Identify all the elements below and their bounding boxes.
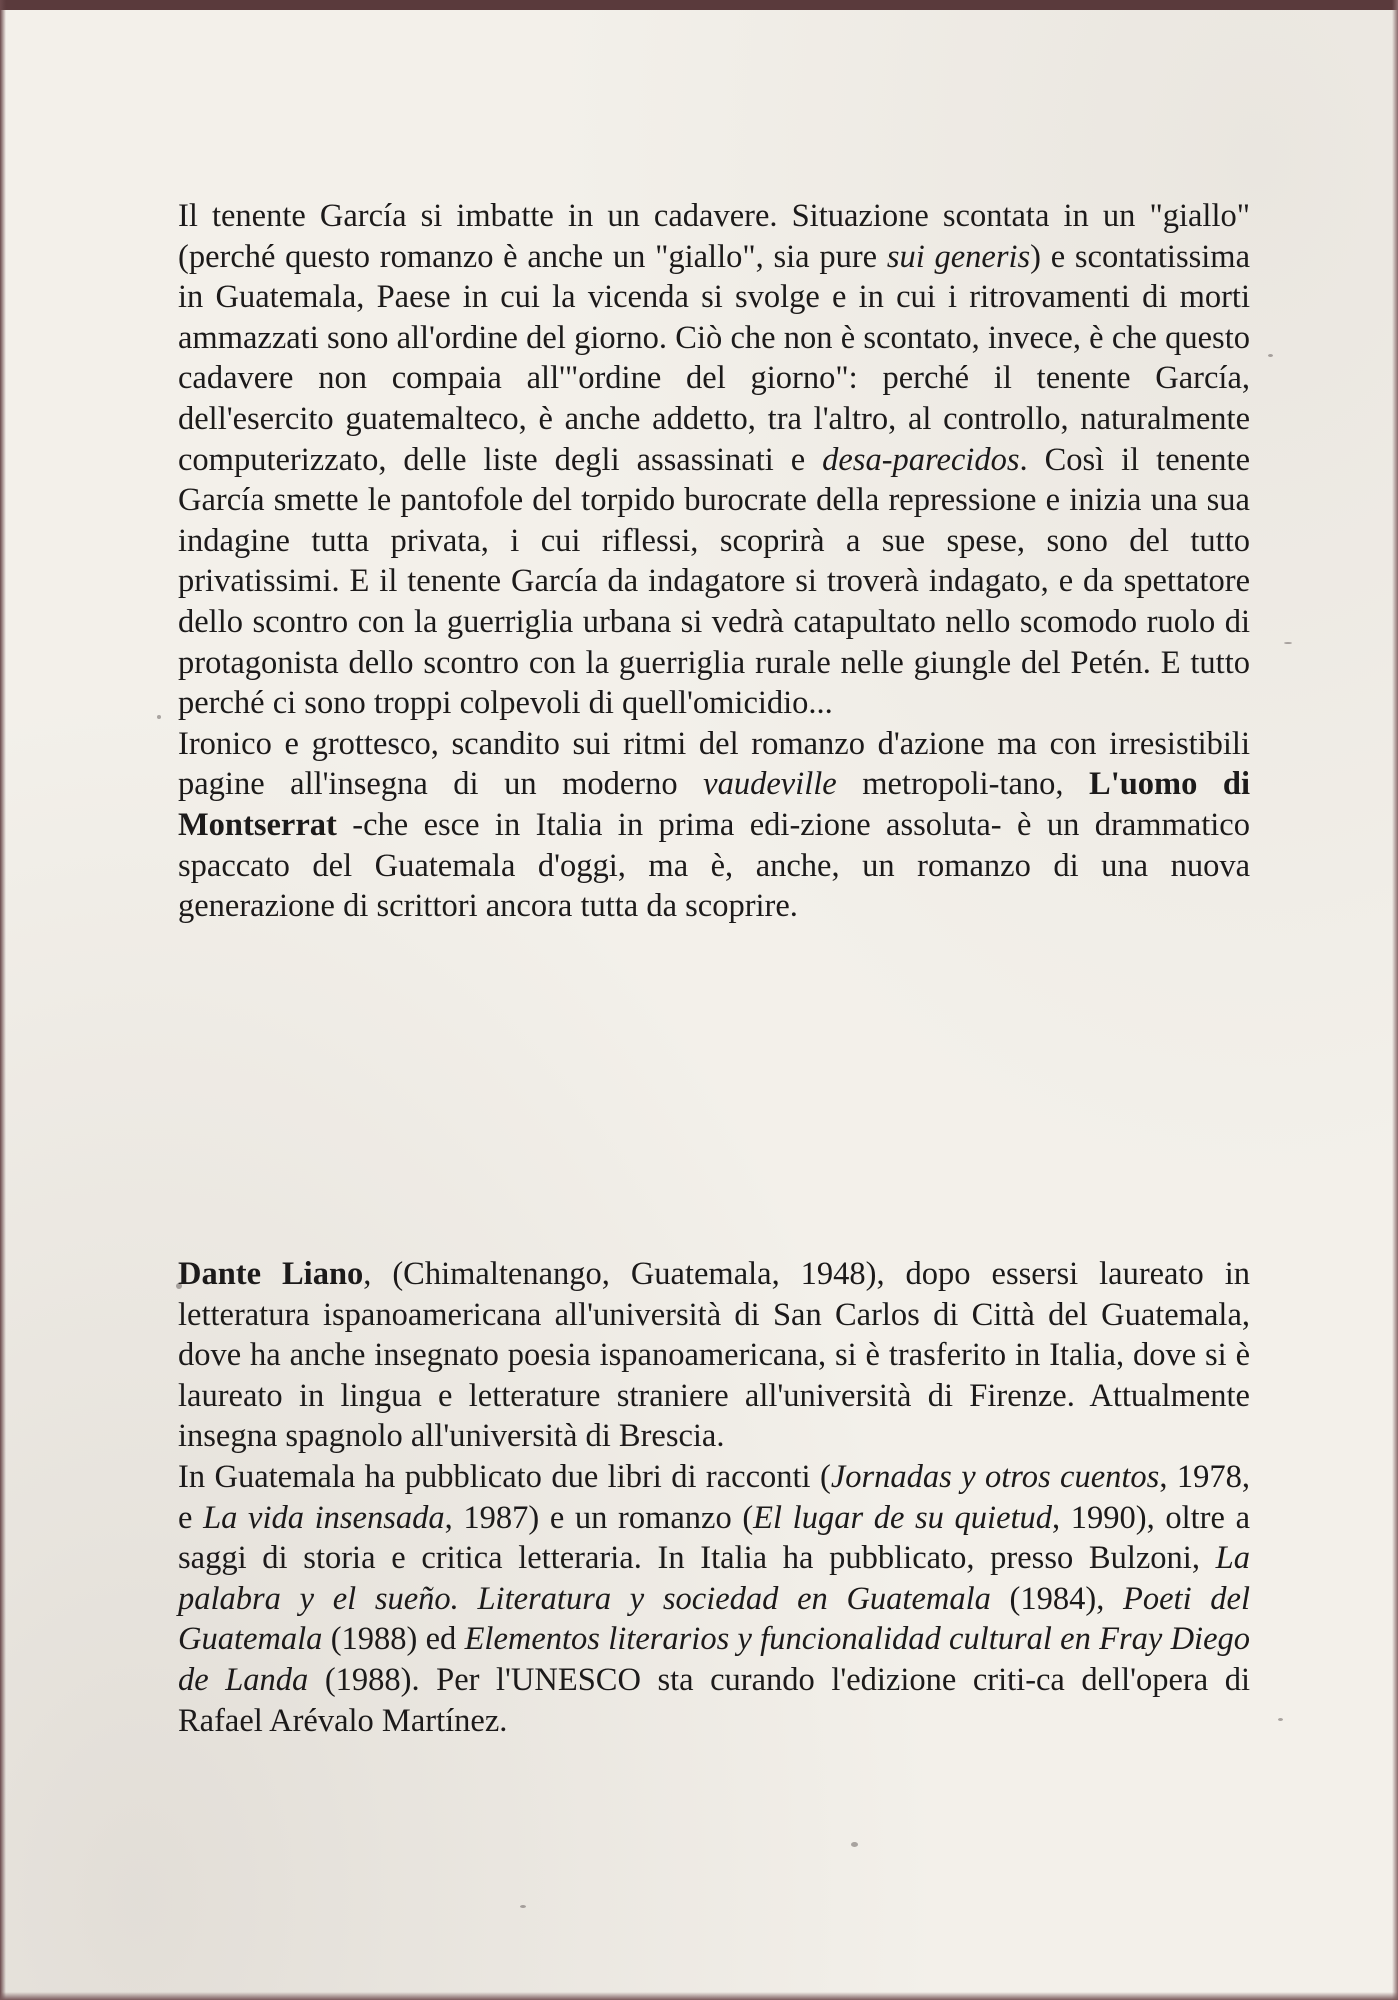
synopsis-paragraph-1 xyxy=(178,196,1250,724)
page-edge-right xyxy=(1392,0,1398,2000)
italic-run: Poeti del Guatemala xyxy=(178,1580,1250,1658)
bio-paragraph-2 xyxy=(178,1457,1250,1741)
text-run: . Così il tenente García smette le pantofole del torpido burocrate della repressione e inizia una sua indagine tutta privata, i cui riflessi, scoprirà a sue spese, sono del tutto privatissimi. E il tenente García da indagatore si troverà indagato, e da spettatore dello scontro con la guerriglia urbana si vedrà catapultato nello scomodo ruolo di protagonista dello scontro con la guerriglia rurale nelle giungle del Petén. E tutto perché ci sono troppi colpevoli di quell'omicidio... xyxy=(178,441,1250,722)
page-edge-bottom xyxy=(0,1992,1398,2000)
italic-run: Elementos literarios y funcionalidad cultural en Fray Diego de Landa xyxy=(178,1621,1250,1698)
italic-run: Jornadas y otros cuentos xyxy=(830,1458,1160,1495)
page-edge-top xyxy=(0,0,1398,10)
text-run: metropoli-tano, xyxy=(836,766,1090,803)
text-run: In Guatemala ha pubblicato due libri di racconti ( xyxy=(178,1458,831,1495)
scan-speck xyxy=(1268,354,1273,357)
synopsis-paragraph-2 xyxy=(178,724,1250,927)
text-run: , 1987) e un romanzo ( xyxy=(444,1499,754,1536)
scan-speck xyxy=(851,1842,858,1847)
text-run: Ironico e grottesco, scandito sui ritmi del romanzo d'azione ma con irresistibili pagine all'insegna di un moderno xyxy=(178,725,1250,803)
scan-speck xyxy=(157,715,161,719)
text-run: (1984), xyxy=(990,1580,1124,1617)
scan-speck xyxy=(1278,1718,1283,1721)
italic-run: La vida insensada xyxy=(203,1499,445,1536)
text-run: -che esce in Italia in prima edi-zione assoluta- è un drammatico spaccato del Guatemala d'oggi, ma è, anche, un romanzo di una nuova generazione di scrittori ancora tutta da scoprire. xyxy=(178,806,1250,925)
text-run: Il tenente García si imbatte in un cadavere. Situazione scontata in un "giallo" (perché questo romanzo è anche un "giallo", sia pure xyxy=(178,198,1250,275)
text-run: (1988) ed xyxy=(322,1621,465,1658)
italic-run: sui generis xyxy=(886,238,1031,275)
text-run: (1988). Per l'UNESCO sta curando l'edizione criti-ca dell'opera di Rafael Arévalo Martínez. xyxy=(178,1661,1250,1739)
scan-speck xyxy=(520,1905,526,1908)
text-run: , (Chimaltenango, Guatemala, 1948), dopo essersi laureato in letteratura ispanoamericana all'università di San Carlos di Città del Guatemala, dove ha anche insegnato poesia ispanoamericana, si è trasferito in Italia, dove si è laureato in lingua e letterature straniere all'università di Firenze. Attualmente insegna spagnolo all'università di Brescia. xyxy=(178,1256,1250,1455)
author-bio-text xyxy=(178,1254,1250,1741)
bio-paragraph-1 xyxy=(178,1254,1250,1457)
text-run: ) e scontatissima in Guatemala, Paese in cui la vicenda si svolge e in cui i ritrovamenti di morti ammazzati sono all'ordine del giorno. Ciò che non è scontato, invece, è che questo cadavere non compaia all'"ordine del giorno": perché il tenente García, dell'esercito guatemalteco, è anche addetto, tra l'altro, al controllo, naturalmente computerizzato, delle liste degli assassinati e xyxy=(178,238,1250,478)
author-name: Dante Liano xyxy=(178,1256,364,1292)
page-edge-left xyxy=(0,0,6,2000)
italic-run: La palabra y el sueño. Literatura y sociedad en Guatemala xyxy=(178,1540,1250,1617)
italic-run: El lugar de su quietud xyxy=(753,1499,1053,1536)
italic-run: vaudeville xyxy=(703,766,837,803)
scan-speck xyxy=(1284,642,1292,644)
text-run: , 1978, e xyxy=(178,1458,1251,1536)
synopsis-text xyxy=(178,196,1250,927)
text-run: , 1990), oltre a saggi di storia e critica letteraria. In Italia ha pubblicato, presso Bulzoni, xyxy=(178,1499,1250,1577)
italic-run: desa-parecidos xyxy=(822,441,1020,478)
book-title: L'uomo di Montserrat xyxy=(178,766,1250,843)
